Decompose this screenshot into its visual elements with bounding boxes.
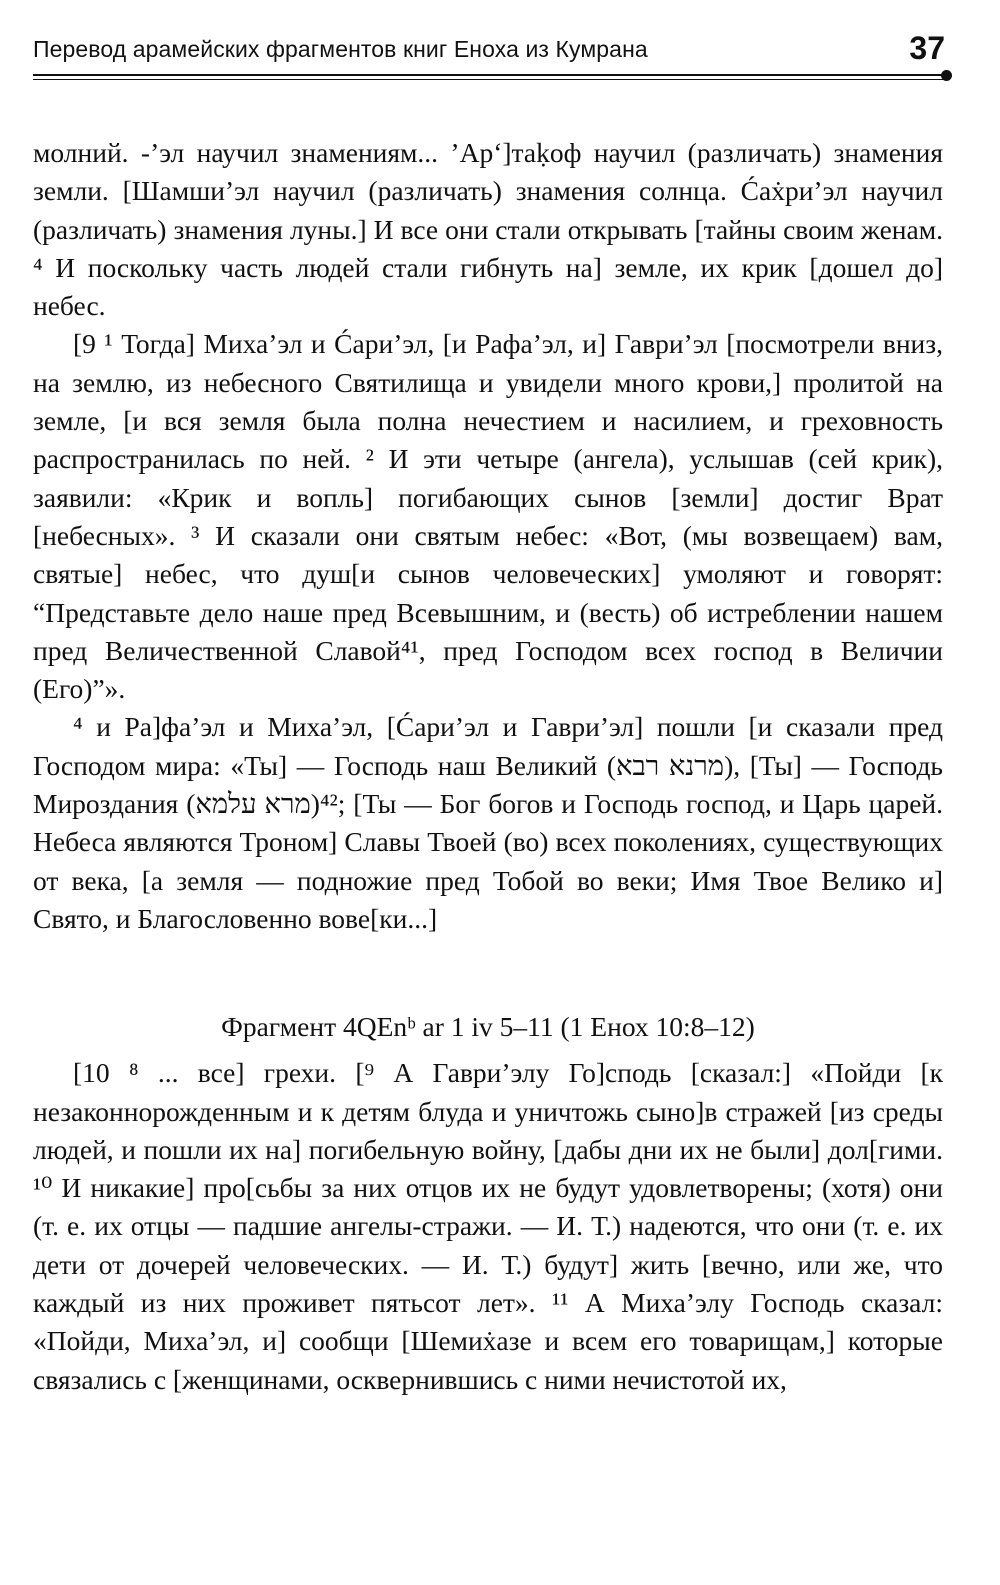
header-rule-dot bbox=[941, 70, 952, 81]
header-rule bbox=[33, 74, 945, 76]
paragraph-1: молний. -’эл научил знамениям... ’Ар‘]таḳоф научил (различать) знамения земли. [Шамши’эл научил (различать) знамения солнца. Ćаẋри’эл научил (различать) знамения луны.] И все они стали открывать [тайны своим женам. ⁴ И поскольку часть людей стали гибнуть на] земле, их крик [дошел до] небес. bbox=[33, 137, 943, 322]
page-number: 37 bbox=[909, 30, 945, 66]
fragment-heading: Фрагмент 4QEnᵇ ar 1 iv 5–11 (1 Енох 10:8–12) bbox=[221, 1011, 755, 1043]
body-text bbox=[33, 134, 943, 1399]
header-rule-thin bbox=[33, 79, 945, 80]
fragment-paragraph: [10 ⁸ ... все] грехи. [⁹ А Гаври’элу Го]сподь [сказал:] «Пойди [к незаконнорожденным и к детям блуда и уничтожь сыно]в стражей [из среды людей, и пошли их на] погибельную войну, [дабы дни их не были] дол[гими. ¹⁰ И никакие] про[сьбы за них отцов их не будут удовлетворены; (хотя) они (т. е. их отцы — падшие ангелы-стражи. — И. Т.) надеются, что они (т. е. их дети от дочерей человеческих. — И. Т.) будут] жить [вечно, или же, что каждый из них проживет пятьсот лет». ¹¹ А Миха’элу Господь сказал: «Пойди, Миха’эл, и] сообщи [Шемиẋазе и всем его товарищам,] которые связались с [женщинами, осквернившись с ними нечистотой их, bbox=[33, 1057, 943, 1395]
running-head bbox=[33, 30, 945, 74]
running-head-title: Перевод арамейских фрагментов книг Еноха из Кумрана bbox=[33, 36, 648, 62]
paragraph-3: ⁴ и Ра]фа’эл и Миха’эл, [Ćари’эл и Гаври’эл] пошли [и сказали пред Господом мира: «Ты] — Господь наш Великий (מרנא רבא), [Ты] — Господь Мироздания (מרא עלמא)⁴²; [Ты — Бог богов и Господь господ, и Царь царей. Небеса являются Троном] Славы Твоей (во) всех поколениях, существующих от века, [а земля — подножие пред Тобой во веки; Имя Твое Велико и] Свято, и Благословенно вове[ки...] bbox=[33, 711, 943, 934]
paragraph-2: [9 ¹ Тогда] Миха’эл и Ćари’эл, [и Рафа’эл, и] Гаври’эл [посмотрели вниз, на землю, из небесного Святилища и увидели много крови,] пролитой на земле, [и вся земля была полна нечестием и насилием, и греховность распространилась по ней. ² И эти четыре (ангела), услышав (сей крик), заявили: «Крик и вопль] погибающих сынов [земли] достиг Врат [небесных». ³ И сказали они святым небес: «Вот, (мы возвещаем) вам, святые] небес, что душ[и сынов человеческих] умоляют и говорят: “Представьте дело наше пред Всевышним, и (весть) об истреблении нашем пред Величественной Славой⁴¹, пред Господом всех господ в Величии (Его)”». bbox=[33, 328, 943, 705]
